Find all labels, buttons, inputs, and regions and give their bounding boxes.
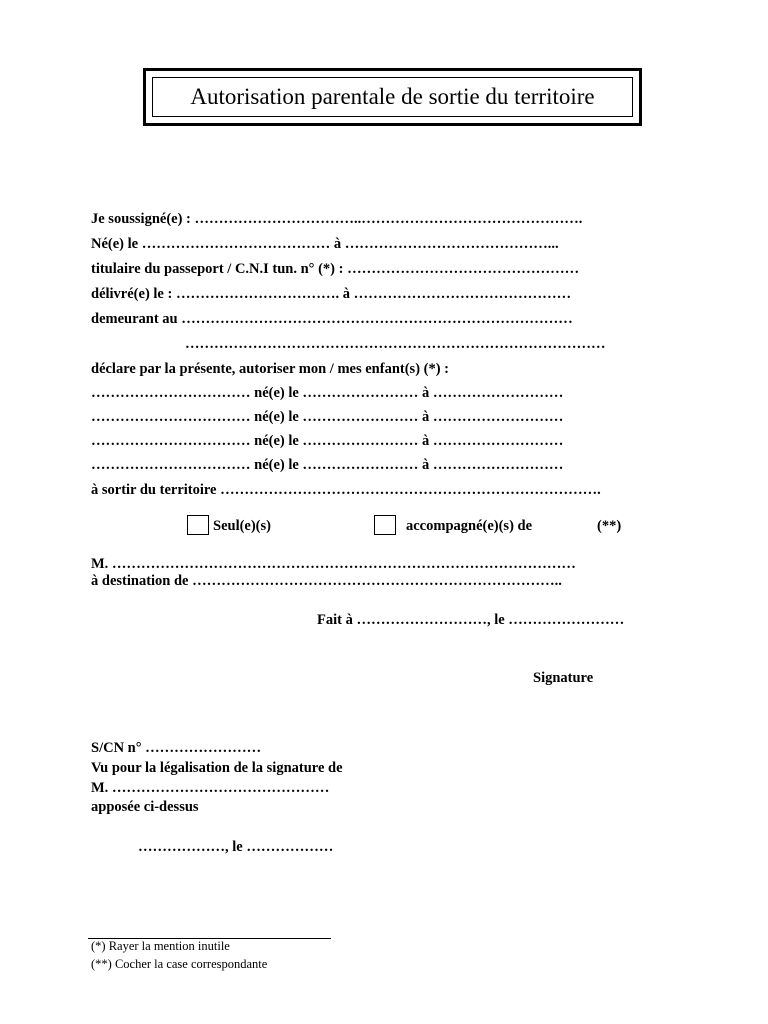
child-line: …………………………… né(e) le …………………… à ………………………	[91, 409, 564, 425]
document-title: Autorisation parentale de sortie du territoire	[190, 84, 595, 109]
child-line: …………………………… né(e) le …………………… à ………………………	[91, 457, 564, 473]
undersigned-line: Je soussigné(e) : ……………………………..……………………………………….	[91, 211, 583, 227]
address-continuation-line: ……………………………………………………………………………	[185, 336, 606, 352]
title-inner-border	[152, 77, 633, 117]
legalisation-line: Vu pour la légalisation de la signature de	[91, 760, 343, 776]
address-line: demeurant au ………………………………………………………………………	[91, 311, 573, 327]
destination-line: à destination de …………………………………………………………………..	[91, 573, 562, 589]
passport-line: titulaire du passeport / C.N.I tun. n° (*) : …………………………………………	[91, 261, 580, 277]
footnote-2: (**) Cocher la case correspondante	[91, 957, 268, 971]
accompanied-footnote-ref: (**)	[597, 518, 622, 534]
footnote-1: (*) Rayer la mention inutile	[91, 939, 230, 953]
accompanier-line: M. ……………………………………………………………………………………	[91, 556, 576, 572]
birth-line: Né(e) le ………………………………… à ……………………………………...	[91, 236, 559, 252]
child-line: …………………………… né(e) le …………………… à ………………………	[91, 385, 564, 401]
legalisation-name-line: M. ………………………………………	[91, 780, 330, 796]
declaration-line: déclare par la présente, autoriser mon / mes enfant(s) (*) :	[91, 361, 450, 377]
accompanied-checkbox[interactable]	[374, 515, 396, 535]
legalisation-date-line: ………………, le ………………	[138, 839, 334, 855]
child-line: …………………………… né(e) le …………………… à ………………………	[91, 433, 564, 449]
place-date-line: Fait à ………………………, le ……………………	[317, 612, 625, 628]
affixed-line: apposée ci-dessus	[91, 799, 199, 815]
issued-line: délivré(e) le : ……………………………. à ………………………………………	[91, 286, 572, 302]
alone-label: Seul(e)(s)	[213, 518, 271, 534]
accompanied-label: accompagné(e)(s) de	[406, 518, 533, 534]
leave-territory-line: à sortir du territoire …………………………………………………………………….	[91, 482, 601, 498]
title-box	[143, 68, 642, 126]
scn-line: S/CN n° ……………………	[91, 740, 262, 756]
alone-checkbox[interactable]	[187, 515, 209, 535]
signature-label: Signature	[533, 670, 594, 686]
